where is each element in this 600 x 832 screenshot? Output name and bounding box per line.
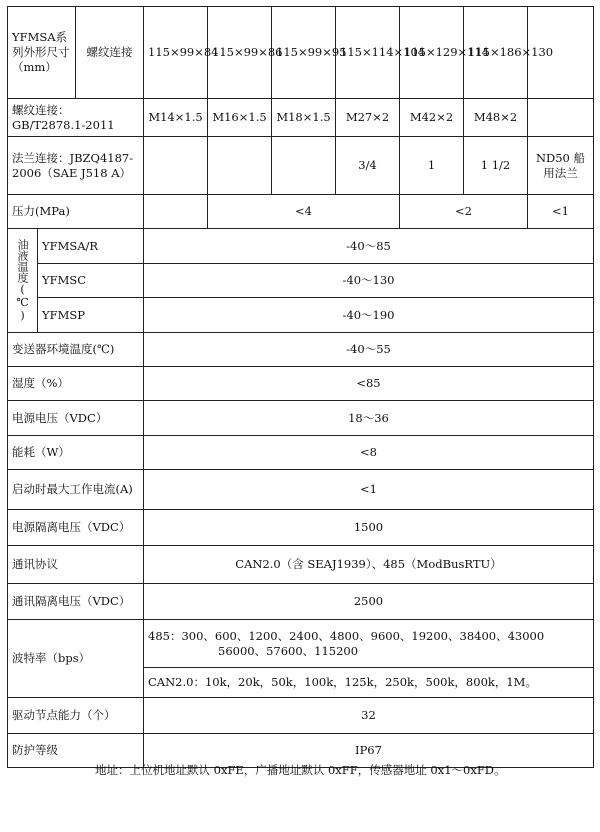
spec-value: 32 <box>144 698 594 734</box>
pressure-label: 压力(MPa) <box>8 195 144 229</box>
thread-value: M18×1.5 <box>272 99 336 137</box>
spec-row <box>8 698 594 734</box>
pressure-value: <4 <box>208 195 400 229</box>
thread-row <box>8 99 594 137</box>
spec-value: IP67 <box>144 734 594 768</box>
oil-temp-group-label: 油液温度(℃) <box>16 239 29 322</box>
spec-row <box>8 436 594 470</box>
oil-temp-row <box>8 264 594 298</box>
address-note: 地址：上位机地址默认 0xFE，广播地址默认 0xFF，传感器地址 0x1～0xFD。 <box>95 763 506 777</box>
size-value: 115×99×86 <box>208 7 272 99</box>
spec-value: 1500 <box>144 510 594 546</box>
size-row <box>8 7 594 99</box>
flange-value <box>272 137 336 195</box>
oil-temp-row <box>8 298 594 333</box>
oil-temp-row <box>8 229 594 264</box>
thread-value: M42×2 <box>400 99 464 137</box>
thread-value: M16×1.5 <box>208 99 272 137</box>
size-value: 115×99×95 <box>272 7 336 99</box>
spec-row <box>8 401 594 436</box>
spec-label: 电源电压（VDC） <box>8 401 144 436</box>
spec-value: <8 <box>144 436 594 470</box>
spec-label: 驱动节点能力（个） <box>8 698 144 734</box>
flange-value: 3/4 <box>336 137 400 195</box>
spec-label: 通讯协议 <box>8 546 144 584</box>
spec-row <box>8 470 594 510</box>
spec-label: 防护等级 <box>8 734 144 768</box>
spec-label: 电源隔离电压（VDC） <box>8 510 144 546</box>
spec-label: 启动时最大工作电流(A) <box>8 470 144 510</box>
spec-label: 通讯隔离电压（VDC） <box>8 584 144 620</box>
spec-row <box>8 367 594 401</box>
oil-temp-model: YFMSP <box>38 298 144 333</box>
flange-row <box>8 137 594 195</box>
spec-row <box>8 333 594 367</box>
flange-value <box>208 137 272 195</box>
spec-table <box>7 6 594 768</box>
oil-temp-value: -40～190 <box>144 298 594 333</box>
pressure-value <box>144 195 208 229</box>
baud-row <box>8 620 594 668</box>
spec-value: <1 <box>144 470 594 510</box>
baud-485-cell <box>144 620 594 668</box>
flange-value: 1 1/2 <box>464 137 528 195</box>
size-value: 115×114×104 <box>336 7 400 99</box>
spec-row <box>8 510 594 546</box>
flange-value: ND50 船用法兰 <box>528 137 594 195</box>
flange-value <box>144 137 208 195</box>
spec-value: CAN2.0（含 SEAJ1939）、485（ModBusRTU） <box>144 546 594 584</box>
thread-value: M48×2 <box>464 99 528 137</box>
oil-temp-value: -40～130 <box>144 264 594 298</box>
baud-485-line: 56000、57600、115200 <box>218 643 359 658</box>
flange-value: 1 <box>400 137 464 195</box>
thread-value: M14×1.5 <box>144 99 208 137</box>
pressure-row <box>8 195 594 229</box>
oil-temp-model: YFMSC <box>38 264 144 298</box>
spec-value: 2500 <box>144 584 594 620</box>
size-value: 115×186×130 <box>464 7 528 99</box>
size-label: YFMSA系列外形尺寸（mm） <box>8 7 76 99</box>
baud-can-line: CAN2.0：10k，20k，50k，100k，125k，250k，500k，800k，1M。 <box>144 668 594 698</box>
thread-label: 螺纹连接：GB/T2878.1-2011 <box>8 99 144 137</box>
pressure-value: <2 <box>400 195 528 229</box>
oil-temp-model: YFMSA/R <box>38 229 144 264</box>
oil-temp-group-cell <box>8 229 38 333</box>
spec-value: <85 <box>144 367 594 401</box>
spec-label: 能耗（W） <box>8 436 144 470</box>
size-value: 115×99×84 <box>144 7 208 99</box>
pressure-value: <1 <box>528 195 594 229</box>
spec-value: 18～36 <box>144 401 594 436</box>
flange-label: 法兰连接：JBZQ4187-2006（SAE J518 A） <box>8 137 144 195</box>
thread-value <box>528 99 594 137</box>
spec-value: -40～55 <box>144 333 594 367</box>
spec-row <box>8 546 594 584</box>
thread-value: M27×2 <box>336 99 400 137</box>
size-sub-label: 螺纹连接 <box>76 7 144 99</box>
spec-label: 湿度（%） <box>8 367 144 401</box>
baud-label: 波特率（bps） <box>8 620 144 698</box>
baud-485-line: 485：300、600、1200、2400、4800、9600、19200、38400、43000 <box>148 628 545 643</box>
oil-temp-value: -40～85 <box>144 229 594 264</box>
spec-row <box>8 584 594 620</box>
spec-label: 变送器环境温度(℃) <box>8 333 144 367</box>
size-value: 115×129×114 <box>400 7 464 99</box>
